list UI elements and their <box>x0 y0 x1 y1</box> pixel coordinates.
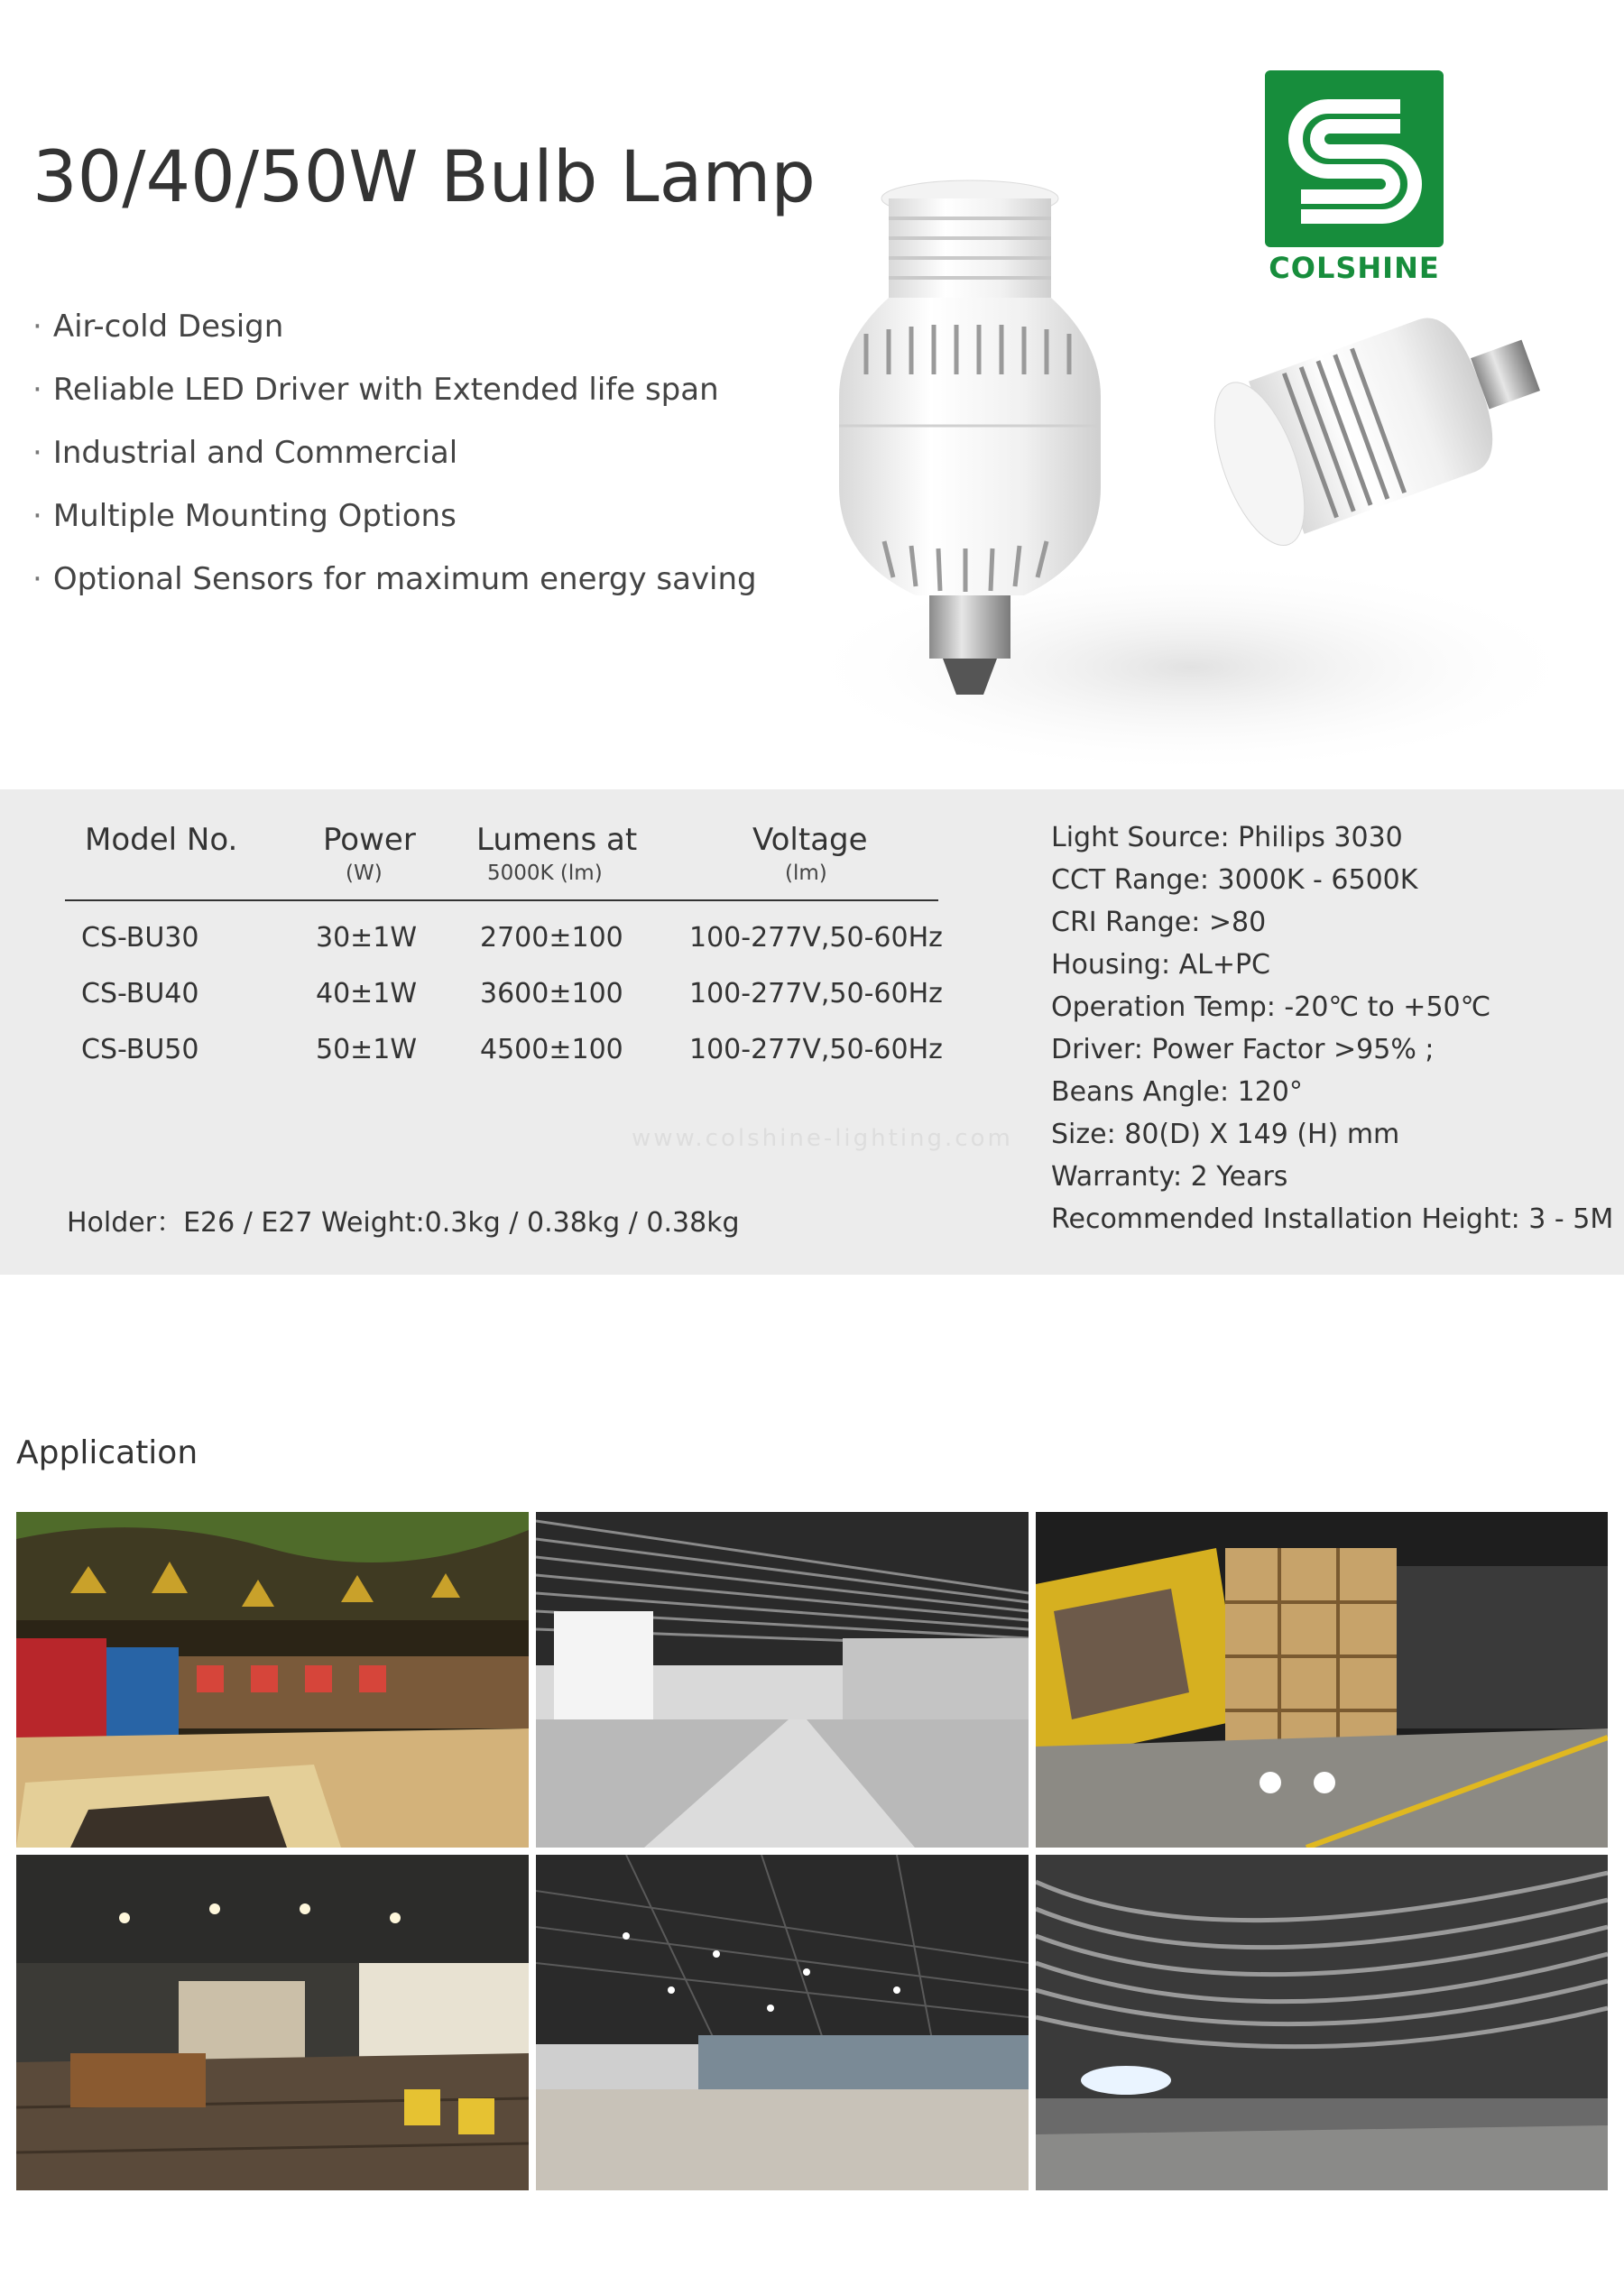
bullet-icon: · <box>32 561 42 597</box>
col-subheader-lumens: 5000K (lm) <box>487 862 603 885</box>
col-header-model: Model No. <box>85 822 238 858</box>
col-header-voltage: Voltage <box>752 822 868 858</box>
spec-item: Warranty: 2 Years <box>1051 1161 1288 1193</box>
cell-lumens: 3600±100 <box>480 978 623 1009</box>
spec-item: Light Source: Philips 3030 <box>1051 822 1403 853</box>
spec-item: Housing: AL+PC <box>1051 949 1271 981</box>
subway-station-photo <box>536 1512 1029 1848</box>
application-heading: Application <box>16 1434 198 1471</box>
product-bulbs-image <box>767 162 1597 794</box>
feature-item <box>32 429 757 493</box>
cell-model: CS-BU30 <box>81 922 199 954</box>
cell-model: CS-BU50 <box>81 1034 199 1065</box>
spec-item: Driver: Power Factor >95% ; <box>1051 1034 1435 1065</box>
spec-list <box>1051 820 1613 1244</box>
feature-list <box>32 303 757 619</box>
feature-item <box>32 556 757 619</box>
cell-voltage: 100-277V,50-60Hz <box>689 1034 943 1065</box>
feature-text: Multiple Mounting Options <box>52 498 457 534</box>
spec-item: CCT Range: 3000K - 6500K <box>1051 864 1418 896</box>
cell-model: CS-BU40 <box>81 978 199 1009</box>
feature-text: Reliable LED Driver with Extended life span <box>52 372 719 408</box>
cell-lumens: 4500±100 <box>480 1034 623 1065</box>
cell-power: 50±1W <box>316 1034 418 1065</box>
bullet-icon: · <box>32 309 42 345</box>
feature-text: Industrial and Commercial <box>52 435 458 471</box>
page-title: 30/40/50W Bulb Lamp <box>32 137 816 218</box>
cell-lumens: 2700±100 <box>480 922 623 954</box>
feature-item <box>32 366 757 429</box>
bullet-icon: · <box>32 435 42 471</box>
logo-wordmark: COLSHINE <box>1269 251 1440 285</box>
cell-voltage: 100-277V,50-60Hz <box>689 978 943 1009</box>
feature-item <box>32 493 757 556</box>
spec-item: Operation Temp: -20℃ to +50℃ <box>1051 991 1491 1023</box>
cell-power: 40±1W <box>316 978 418 1009</box>
spec-item: Beans Angle: 120° <box>1051 1076 1303 1108</box>
table-divider <box>65 899 938 901</box>
feature-text: Air-cold Design <box>52 309 284 345</box>
cell-power: 30±1W <box>316 922 418 954</box>
col-header-lumens: Lumens at <box>476 822 638 858</box>
cell-voltage: 100-277V,50-60Hz <box>689 922 943 954</box>
spec-item: Size: 80(D) X 149 (H) mm <box>1051 1119 1400 1150</box>
feature-item <box>32 303 757 366</box>
holder-weight-text: Holder：E26 / E27 Weight:0.3kg / 0.38kg / 0.38kg <box>67 1207 740 1239</box>
office-lounge-photo <box>16 1855 529 2190</box>
gym-lobby-photo <box>1036 1512 1608 1848</box>
spec-item: Recommended Installation Height: 3 - 5M <box>1051 1203 1614 1235</box>
bullet-icon: · <box>32 498 42 534</box>
bullet-icon: · <box>32 372 42 408</box>
col-subheader-voltage: (lm) <box>785 862 827 885</box>
supermarket-photo <box>16 1512 529 1848</box>
watermark-text: www.colshine-lighting.com <box>632 1125 1013 1152</box>
spec-item: CRI Range: >80 <box>1051 907 1267 938</box>
spec-panel <box>0 789 1624 1275</box>
wavy-ceiling-hall-photo <box>1036 1855 1608 2190</box>
col-subheader-power: (W) <box>346 862 383 885</box>
feature-text: Optional Sensors for maximum energy saving <box>52 561 757 597</box>
concourse-hall-photo <box>536 1855 1029 2190</box>
col-header-power: Power <box>323 822 416 858</box>
